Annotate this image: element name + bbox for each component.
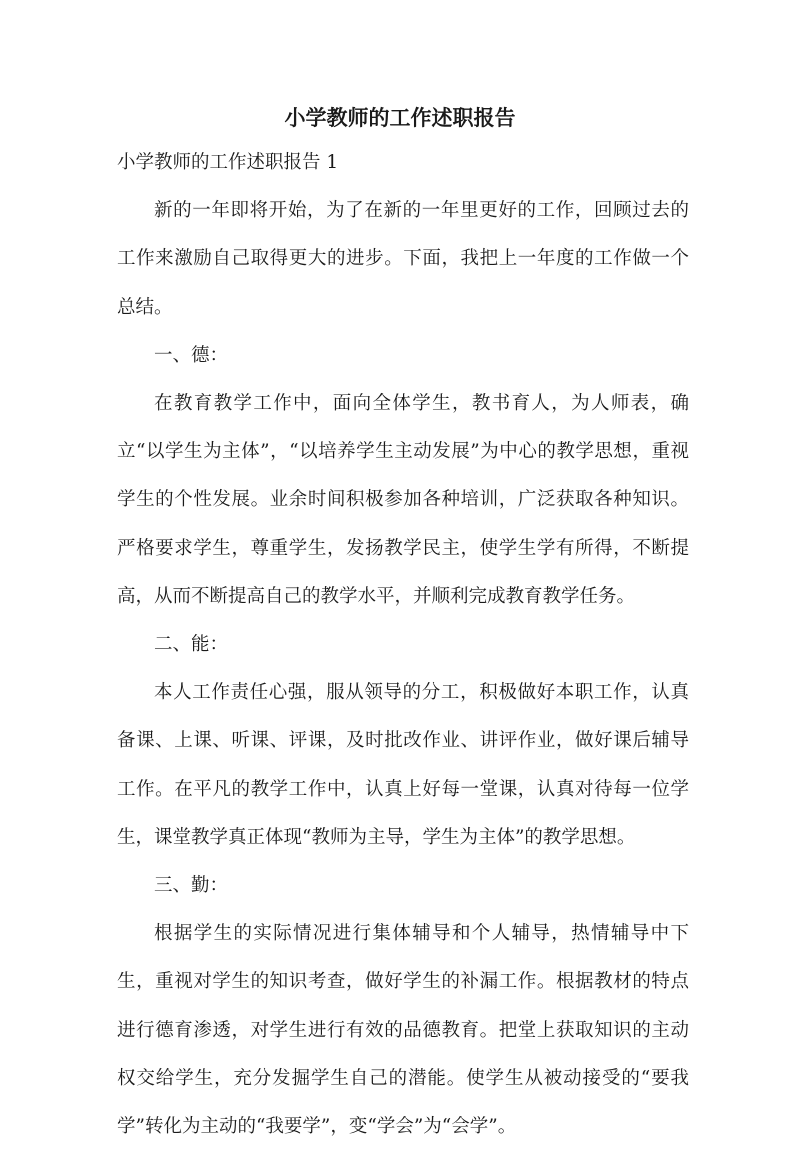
section-heading-neng: 二、能： — [154, 634, 229, 656]
paragraph-neng: 本人工作责任心强，服从领导的分工，积极做好本职工作，认真备课、上课、听课、评课，及时批改作业、讲评作业，做好课后辅导工作。在平凡的教学工作中，认真上好每一堂课，认真对待每一位学生，课堂教学真正体现“教师为主导，学生为主体”的教学思想。 — [117, 682, 689, 848]
document-body — [117, 139, 689, 1151]
paragraph-de: 在教育教学工作中，面向全体学生，教书育人，为人师表，确立“以学生为主体”，“以培养学生主动发展”为中心的教学思想，重视学生的个性发展。业余时间积极参加各种培训，广泛获取各种知识。严格要求学生，尊重学生，发扬教学民主，使学生学有所得，不断提高，从而不断提高自己的教学水平，并顺利完成教育教学任务。 — [117, 393, 689, 607]
section-heading-de: 一、德： — [154, 344, 229, 366]
section-heading-qin: 三、勤： — [154, 875, 229, 897]
document-title: 小学教师的工作述职报告 — [284, 105, 516, 130]
paragraph-intro: 新的一年即将开始，为了在新的一年里更好的工作，回顾过去的工作来激励自己取得更大的进步。下面，我把上一年度的工作做一个总结。 — [117, 200, 689, 318]
paragraph-qin: 根据学生的实际情况进行集体辅导和个人辅导，热情辅导中下生，重视对学生的知识考查，做好学生的补漏工作。根据教材的特点进行德育渗透，对学生进行有效的品德教育。把堂上获取知识的主动权交给学生，充分发掘学生自己的潜能。使学生从被动接受的“要我学”转化为主动的“我要学”，变“学会”为“会学”。 — [117, 923, 689, 1138]
section-subtitle: 小学教师的工作述职报告 1 — [117, 152, 339, 173]
